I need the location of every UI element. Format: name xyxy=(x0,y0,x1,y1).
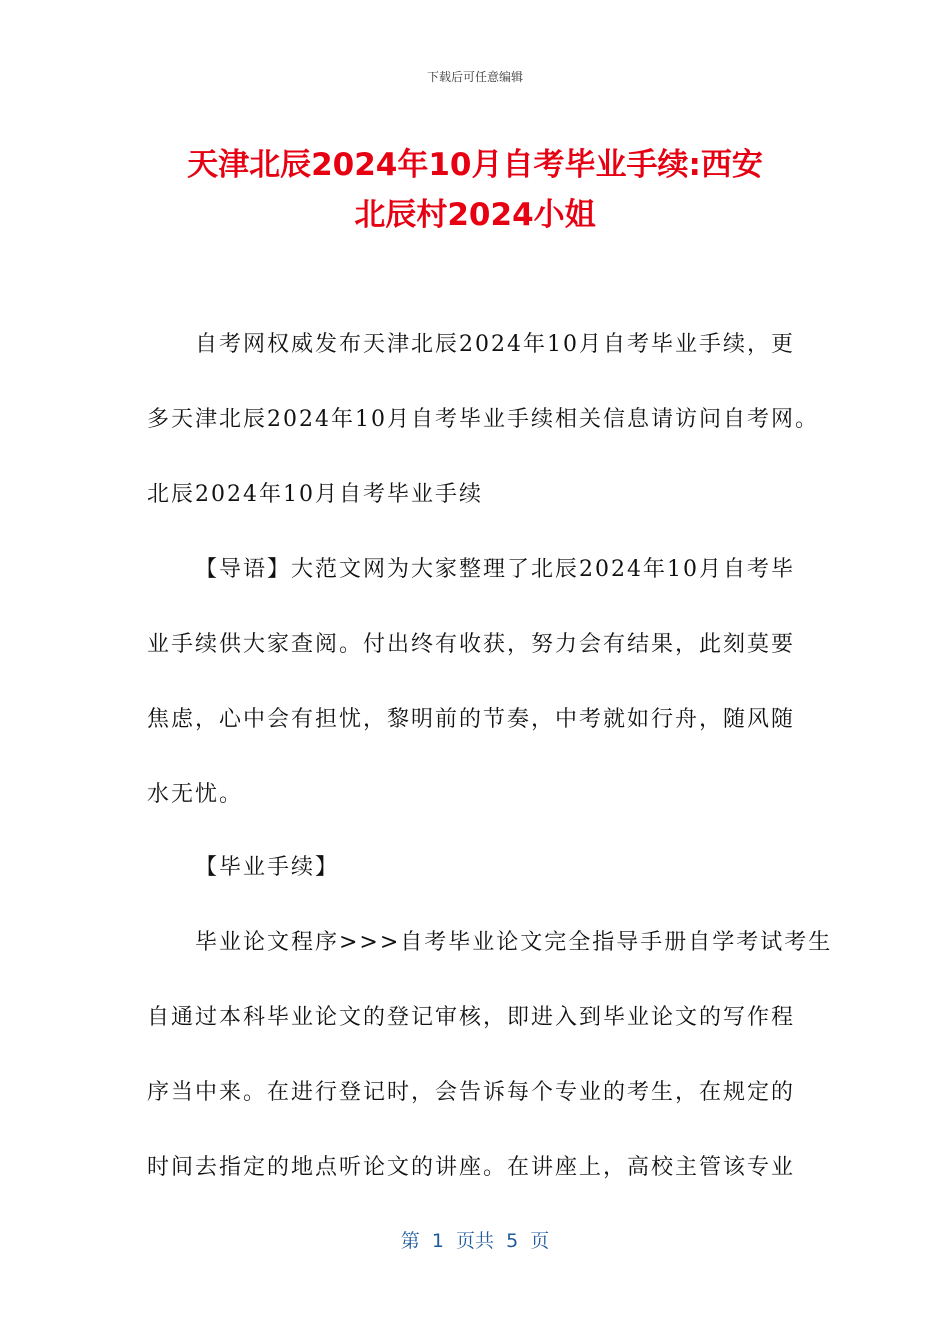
title-line-2: 北辰村2024小姐 xyxy=(354,197,596,233)
text-line: 北辰2024年10月自考毕业手续 xyxy=(147,482,483,507)
section-heading xyxy=(147,853,807,928)
text-line: 水无忧。 xyxy=(147,782,244,807)
text-line: 毕业论文程序>>>自考毕业论文完全指导手册自学考试考生 xyxy=(195,930,833,955)
section-heading-text: 【毕业手续】 xyxy=(195,855,340,880)
text-line: 自考网权威发布天津北辰2024年10月自考毕业手续，更 xyxy=(195,332,795,357)
document-title xyxy=(140,140,810,240)
paragraph-procedure xyxy=(147,928,833,1228)
text-line: 多天津北辰2024年10月自考毕业手续相关信息请访问自考网。 xyxy=(147,407,819,432)
text-line: 焦虑，心中会有担忧，黎明前的节奏，中考就如行舟，随风随 xyxy=(147,707,796,732)
paragraph-intro xyxy=(147,330,819,555)
text-line: 时间去指定的地点听论文的讲座。在讲座上，高校主管该专业 xyxy=(147,1155,796,1180)
text-line: 序当中来。在进行登记时，会告诉每个专业的考生，在规定的 xyxy=(147,1080,796,1105)
paragraph-lead xyxy=(147,555,807,855)
title-line-1: 天津北辰2024年10月自考毕业手续:西安 xyxy=(187,147,763,183)
header-note: 下载后可任意编辑 xyxy=(426,70,523,84)
text-line: 业手续供大家查阅。付出终有收获，努力会有结果，此刻莫要 xyxy=(147,632,796,657)
text-line: 自通过本科毕业论文的登记审核，即进入到毕业论文的写作程 xyxy=(147,1005,796,1030)
text-line: 【导语】大范文网为大家整理了北辰2024年10月自考毕 xyxy=(195,557,795,582)
page-footer: 第 1 页共 5 页 xyxy=(400,1230,550,1252)
